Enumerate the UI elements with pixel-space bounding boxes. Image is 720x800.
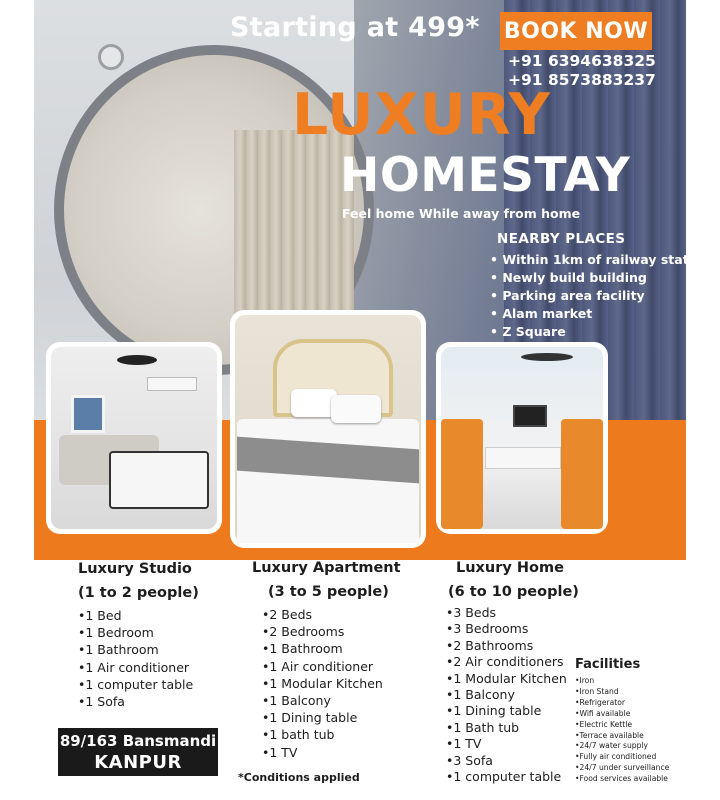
list-item: • 1 Air conditioner: [262, 658, 401, 675]
list-item: • Food services available: [575, 774, 669, 785]
list-item: • 1 Dining table: [262, 709, 401, 726]
home-photo: [436, 342, 608, 534]
list-item: • 2 Bedrooms: [262, 623, 401, 640]
address-city: KANPUR: [94, 752, 182, 773]
list-item: • 1 bath tub: [262, 726, 401, 743]
apartment-features: [262, 606, 401, 761]
list-item: • 1 computer table: [446, 769, 579, 785]
ceiling-fan-icon: [521, 353, 573, 361]
homestay-poster: [34, 0, 711, 800]
list-item: • Iron Stand: [575, 687, 669, 698]
list-item: • Z Square: [490, 323, 710, 341]
list-item: • Fully air conditioned: [575, 752, 669, 763]
tagline: Feel home While away from home: [342, 206, 581, 221]
list-item: • Wifi available: [575, 709, 669, 720]
studio-photo: [46, 342, 222, 534]
book-now-button[interactable]: BOOK NOW: [500, 12, 652, 50]
list-item: • 2 Air conditioners: [446, 654, 579, 670]
ceiling-fan-icon: [117, 355, 157, 365]
bench-icon: [561, 419, 603, 529]
list-item: • 2 Bathrooms: [446, 638, 579, 654]
apartment-title: Luxury Apartment: [252, 560, 401, 576]
list-item: • Electric Kettle: [575, 720, 669, 731]
window-icon: [71, 395, 105, 433]
studio-features: [78, 607, 199, 710]
list-item: • 1 Bedroom: [78, 624, 199, 641]
list-item: • 1 TV: [262, 744, 401, 761]
list-item: • 24/7 under surveillance: [575, 763, 669, 774]
studio-capacity: (1 to 2 people): [78, 585, 199, 601]
facilities-title: Facilities: [575, 657, 641, 672]
bench-icon: [441, 419, 483, 529]
list-item: • 1 Sofa: [78, 693, 199, 710]
luxury-title: LUXURY: [292, 82, 551, 148]
address-street: 89/163 Bansmandi: [59, 732, 217, 750]
list-item: • 1 Bathroom: [78, 641, 199, 658]
apartment-capacity: (3 to 5 people): [268, 584, 389, 600]
studio-title: Luxury Studio: [78, 561, 192, 577]
phone-number-1[interactable]: +91 6394638325: [508, 52, 656, 70]
home-listing: [448, 560, 579, 785]
starting-price: Starting at 499*: [230, 12, 480, 43]
conditions-note: *Conditions applied: [238, 771, 360, 784]
apartment-bedroom-image: [235, 315, 421, 543]
list-item: • Parking area facility: [490, 287, 710, 305]
dining-table-icon: [485, 447, 561, 469]
studio-room-image: [51, 347, 217, 529]
list-item: • 1 Bed: [78, 607, 199, 624]
list-item: • Iron: [575, 676, 669, 687]
home-dining-image: [441, 347, 603, 529]
list-item: • 2 Beds: [262, 606, 401, 623]
facilities-list: [575, 657, 669, 785]
apartment-listing: [252, 560, 401, 761]
bed-icon: [109, 451, 209, 509]
home-features: [446, 605, 579, 785]
list-item: • Newly build building: [490, 269, 710, 287]
list-item: • 1 Air conditioner: [78, 659, 199, 676]
homestay-title: HOMESTAY: [340, 148, 631, 203]
list-item: • Refrigerator: [575, 698, 669, 709]
phone-number-2[interactable]: +91 8573883237: [508, 71, 656, 89]
list-item: • 1 computer table: [78, 676, 199, 693]
facilities-items: [575, 676, 669, 785]
pillow-icon: [331, 395, 381, 423]
list-item: • Terrace available: [575, 731, 669, 742]
list-item: • Alam market: [490, 305, 710, 323]
home-capacity: (6 to 10 people): [448, 584, 579, 600]
list-item: • 3 Sofa: [446, 753, 579, 769]
apartment-photo: [230, 310, 426, 548]
ceiling-vent-icon: [98, 44, 124, 70]
list-item: • 1 Balcony: [446, 687, 579, 703]
tv-icon: [513, 405, 547, 427]
nearby-places-list: [490, 251, 710, 341]
nearby-places-heading: NEARBY PLACES: [497, 231, 626, 247]
studio-listing: [78, 561, 199, 710]
address-box: [58, 728, 218, 776]
list-item: • 24/7 water supply: [575, 741, 669, 752]
list-item: • 3 Beds: [446, 605, 579, 621]
list-item: • 1 Balcony: [262, 692, 401, 709]
list-item: • 3 Bedrooms: [446, 621, 579, 637]
air-conditioner-icon: [147, 377, 197, 391]
list-item: • Within 1km of railway station: [490, 251, 710, 269]
list-item: • 1 Modular Kitchen: [262, 675, 401, 692]
list-item: • 1 Bath tub: [446, 720, 579, 736]
home-title: Luxury Home: [456, 560, 564, 576]
list-item: • 1 Bathroom: [262, 640, 401, 657]
list-item: • 1 Dining table: [446, 703, 579, 719]
list-item: • 1 Modular Kitchen: [446, 671, 579, 687]
list-item: • 1 TV: [446, 736, 579, 752]
